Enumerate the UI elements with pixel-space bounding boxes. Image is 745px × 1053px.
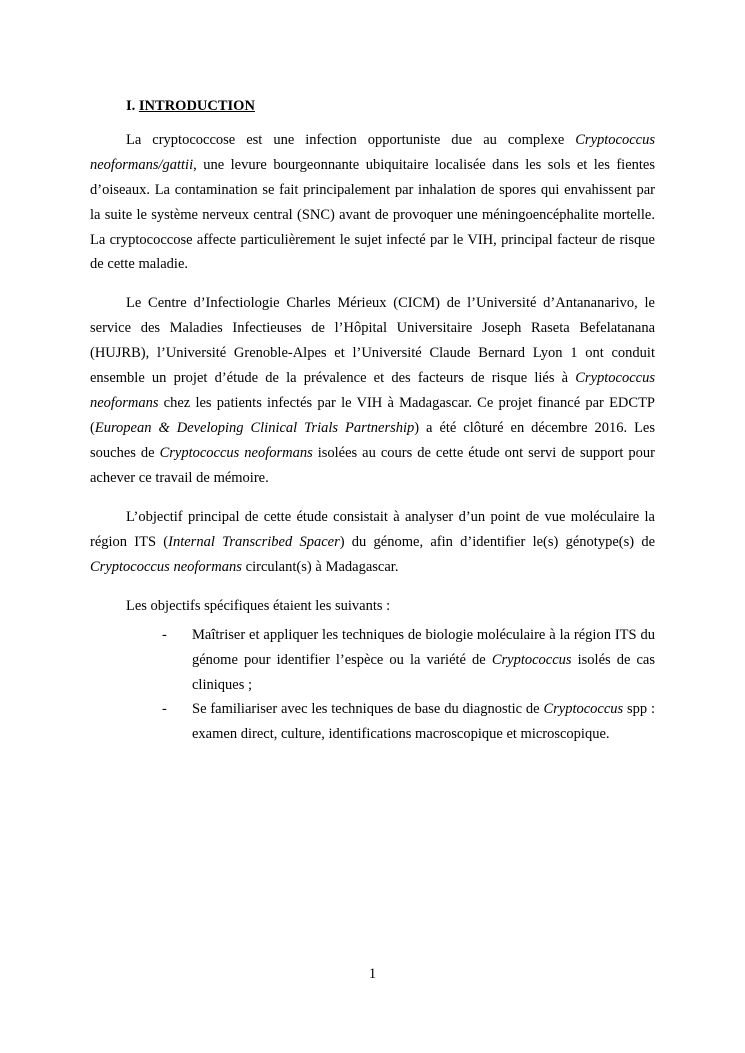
list-bullet-dash: -	[162, 701, 167, 718]
paragraph-1	[90, 128, 655, 278]
paragraph-1-text-a: La cryptococcose est une infection opportuniste due au complexe	[126, 131, 576, 148]
species-name-italic: Cryptococcus neoformans/gattii	[90, 131, 655, 173]
list-item	[162, 623, 655, 698]
species-name-italic: Cryptococcus neoformans	[90, 370, 655, 412]
paragraph-3	[90, 505, 655, 580]
objectives-lead: Les objectifs spécifiques étaient les suivants :	[126, 597, 391, 614]
list-bullet-dash: -	[162, 626, 167, 643]
section-heading	[90, 96, 655, 118]
paragraph-3-text-c: circulant(s) à Madagascar.	[241, 558, 399, 575]
edctp-expansion-italic: European & Developing Clinical Trials Partnership	[94, 420, 415, 437]
paragraph-1-text-b: , une levure bourgeonnante ubiquitaire localisée dans les sols et les fientes d’oiseaux. La contamination se fait principalement par inhalation de spores qui envahissent par la suite le système nerveux central (SNC) avant de provoquer une méningoencéphalite mortelle. La cryptococcose affecte particulièrement le sujet infecté par le VIH, principal facteur de risque de cette maladie.	[90, 156, 655, 273]
list-item-text-a: Se familiariser avec les techniques de base du diagnostic de	[192, 701, 544, 718]
paragraph-2-text-a: Le Centre d’Infectiologie Charles Mérieux (CICM) de l’Université d’Antananarivo, le service des Maladies Infectieuses de l’Hôpital Universitaire Joseph Raseta Befelatanana (HUJRB), l’Université Grenoble-Alpes et l’Université Claude Bernard Lyon 1 ont conduit ensemble un projet d’étude de la prévalence et des facteurs de risque liés à	[90, 295, 655, 387]
species-name-italic: Cryptococcus neoformans	[90, 558, 242, 575]
genus-name-italic: Cryptococcus	[543, 701, 624, 718]
list-item-text-a: Maîtriser et appliquer les techniques de biologie moléculaire à la région ITS du génome pour identifier l’espèce ou la variété de	[192, 626, 655, 668]
section-number: I.	[126, 98, 136, 114]
paragraph-2-text-d: isolées au cours de cette étude ont servi de support pour achever ce travail de mémoire.	[90, 445, 655, 486]
section-title: INTRODUCTION	[138, 98, 255, 114]
page-content	[90, 96, 655, 747]
paragraph-2	[90, 291, 655, 491]
list-item-text-b: isolés de cas cliniques ;	[192, 651, 655, 693]
paragraph-3-text-a: L’objectif principal de cette étude consistait à analyser d’un point de vue moléculaire la région ITS (	[90, 508, 655, 550]
paragraph-3-text-b: ) du génome, afin d’identifier le(s) génotype(s) de	[339, 533, 656, 550]
list-item-text-b: spp : examen direct, culture, identifications macroscopique et microscopique.	[192, 701, 655, 743]
list-item	[162, 697, 655, 747]
page-number: 1	[368, 966, 377, 982]
paragraph-2-text-c: ) a été clôturé en décembre 2016. Les souches de	[90, 420, 655, 461]
species-name-italic: Cryptococcus neoformans	[159, 445, 313, 461]
paragraph-2-text-b: chez les patients infectés par le VIH à Madagascar. Ce projet financé par EDCTP (	[90, 395, 655, 437]
genus-name-italic: Cryptococcus	[491, 651, 572, 668]
objectives-list	[90, 623, 655, 748]
its-expansion-italic: Internal Transcribed Spacer	[168, 533, 340, 550]
